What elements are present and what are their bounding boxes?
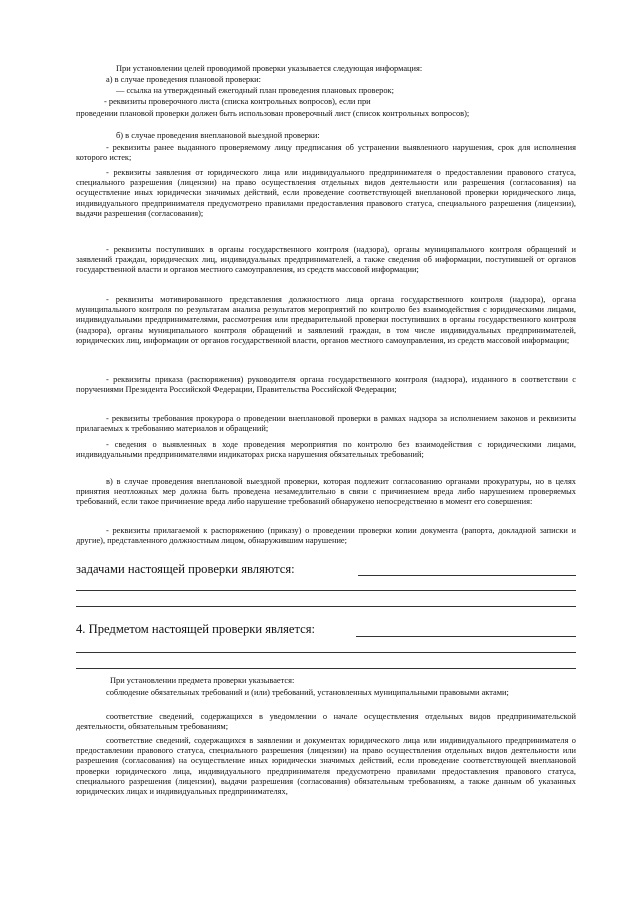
subject-fill-line — [356, 636, 576, 637]
goals-item-b-application: - реквизиты заявления от юридического лица или индивидуального предпринимателя о предоставлении правового статуса, специального разрешения (лицензии) на право осуществления отдельных видов деятельности или разрешения (согласования) на осуществление иных юридически значимых действий, если проведение соответствующей внеплановой проверки юридического лица, индивидуального предпринимателя предусмотрено правилами предоставления правового статуса, специального разрешения (лицензии), выдачи разрешения (согласования); — [76, 168, 576, 218]
goals-item-c: в) в случае проведения внеплановой выездной проверки, которая подлежит согласованию органами прокуратуры, но в целях принятия неотложных мер должна быть проведена незамедлительно в связи с причинением вреда либо нарушением проверяемых требований, если такое причинение вреда либо нарушение требований обнаружено непосредственно в момент его совершения: — [76, 477, 576, 507]
tasks-blank-line-1 — [76, 590, 576, 591]
goals-item-a: а) в случае проведения плановой проверки: — [106, 75, 261, 84]
goals-item-b-prosecutor: - реквизиты требования прокурора о проведении внеплановой проверки в рамках надзора за исполнением законов и реквизиты прилагаемых к требованию материалов и обращений; — [76, 414, 576, 434]
subject-blank-line-1 — [76, 652, 576, 653]
goals-item-a-plan: — ссылка на утвержденный ежегодный план проведения плановых проверок; — [116, 86, 394, 95]
goals-item-b-prescription: - реквизиты ранее выданного проверяемому лицу предписания об устранении выявленного нарушения, срок для исполнения которого истек; — [76, 143, 576, 163]
goals-item-b-appeals: - реквизиты поступивших в органы государственного контроля (надзора), органы муниципального контроля обращений и заявлений граждан, юридических лиц, индивидуальных предпринимателей, а также сведения об информации, поступившей от органов государственной власти и органов местного самоуправления, из средств массовой информации; — [76, 245, 576, 275]
subject-heading: 4. Предметом настоящей проверки является: — [76, 622, 316, 636]
subject-item-notification: соответствие сведений, содержащихся в уведомлении о начале осуществления отдельных видов предпринимательской деятельности, обязательным требованиям; — [76, 712, 576, 732]
goals-item-a-checklist: - реквизиты проверочного листа (списка контрольных вопросов), если при — [104, 97, 371, 106]
goals-item-c-documents: - реквизиты прилагаемой к распоряжению (приказу) о проведении проверки копии документа (рапорта, докладной записки и другие), представленного должностным лицом, обнаружившим нарушение; — [76, 526, 576, 546]
goals-item-b-risk-indicators: - сведения о выявленных в ходе проведения мероприятия по контролю без взаимодействия с юридическими лицами, индивидуальными предпринимателями индикаторах риска нарушения обязательных требований; — [76, 440, 576, 460]
goals-item-b: б) в случае проведения внеплановой выездной проверки: — [116, 131, 320, 140]
subject-blank-line-2 — [76, 668, 576, 669]
subject-item-application: соответствие сведений, содержащихся в заявлении и документах юридического лица или индивидуального предпринимателя о предоставлении правового статуса, специального разрешения (лицензии) на право осуществления отдельных видов деятельности или разрешения (согласования) на осуществление иных юридически значимых действий, если проведение соответствующей внеплановой проверки юридического лица, индивидуального предпринимателя предусмотрено правилами предоставления правового статуса, специального разрешения (лицензии), выдачи разрешения (согласования) обязательным требованиям, а также данным об указанных юридических лицах и индивидуальных предпринимателях, — [76, 736, 576, 797]
subject-item-compliance: соблюдение обязательных требований и (или) требований, установленных муниципальными правовыми актами; — [106, 688, 509, 697]
tasks-heading: задачами настоящей проверки являются: — [76, 562, 295, 576]
tasks-blank-line-2 — [76, 606, 576, 607]
goals-item-b-representation: - реквизиты мотивированного представления должностного лица органа государственного контроля (надзора), органа муниципального контроля по результатам анализа результатов мероприятий по контролю без взаимодействия с юридическими лицами, индивидуальными предпринимателями, рассмотрения или предварительной проверки поступивших в органы государственного контроля (надзора), органы муниципального контроля обращений и заявлений граждан, в том числе индивидуальных предпринимателей, юридических лиц, информации от органов государственной власти, органов местного самоуправления, из средств массовой информации; — [76, 295, 576, 345]
goals-item-a-checklist-cont: проведении плановой проверки должен быть использован проверочный лист (список контрольных вопросов); — [76, 109, 470, 118]
tasks-fill-line — [358, 575, 576, 576]
goals-item-b-order: - реквизиты приказа (распоряжения) руководителя органа государственного контроля (надзора), изданного в соответствии с поручениями Президента Российской Федерации, Правительства Российской Федерации; — [76, 375, 576, 395]
goals-intro: При установлении целей проводимой проверки указывается следующая информация: — [116, 64, 423, 73]
subject-intro: При установлении предмета проверки указывается: — [110, 676, 295, 685]
